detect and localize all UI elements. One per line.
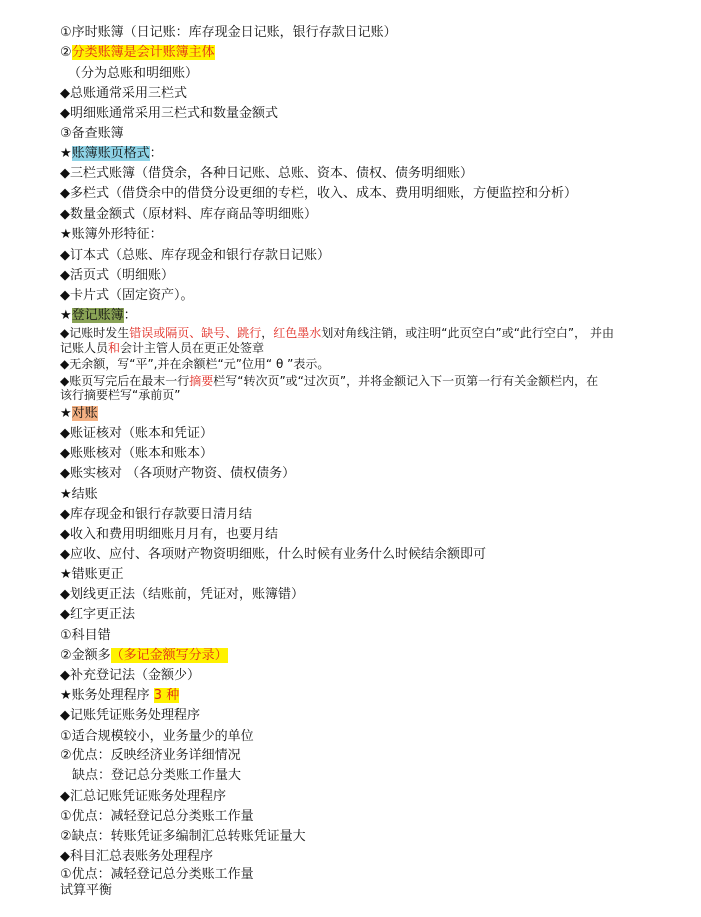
text-line: ◆账实核对 （各项财产物资、债权债务） — [60, 466, 296, 481]
text-line: ◆记账凭证账务处理程序 — [60, 708, 200, 723]
section-heading — [60, 146, 163, 163]
highlighted-text: 账簿账页格式 — [71, 146, 150, 161]
red-text: 错误或隔页、缺号、跳行 — [129, 326, 262, 340]
text-line: ◆数量金额式（原材料、库存商品等明细账） — [60, 207, 317, 222]
text-line: ③备查账簿 — [60, 126, 124, 141]
text-line: ◆三栏式账簿（借贷余，各种日记账、总账、资本、债权、债务明细账） — [60, 166, 473, 181]
text-line: ◆划线更正法（结账前，凭证对，账簿错） — [60, 587, 304, 602]
star-icon: ★ — [60, 308, 72, 323]
text-span: ： — [149, 146, 163, 161]
text-line: 该行摘要栏写“承前页” — [60, 388, 181, 402]
highlighted-text: 3 种 — [153, 688, 180, 703]
text-line: ①优点：减轻登记总分类账工作量 — [60, 867, 254, 882]
text-span: ② — [60, 45, 72, 60]
text-span: ②金额多 — [60, 648, 111, 663]
text-line: ◆订本式（总账、库存现金和银行存款日记账） — [60, 248, 330, 263]
text-line — [60, 326, 614, 341]
highlighted-text: （多记金额写分录） — [110, 648, 228, 663]
text-line — [60, 45, 215, 62]
text-line: ①适合规模较小，业务量少的单位 — [60, 729, 254, 744]
section-heading — [60, 688, 179, 705]
text-span: 划对角线注销，或注明“此页空白”或“此行空白”， 并由 — [321, 326, 614, 340]
text-line: ②缺点：转账凭证多编制汇总转账凭证量大 — [60, 829, 306, 844]
text-line: ◆应收、应付、各项财产物资明细账，什么时候有业务什么时候结余额即可 — [60, 547, 486, 562]
section-heading: ★账簿外形特征： — [60, 227, 163, 242]
text-line: 缺点：登记总分类账工作量大 — [72, 768, 242, 783]
text-line: ◆活页式（明细账） — [60, 268, 174, 283]
text-line: ◆账证核对（账本和凭证） — [60, 426, 213, 441]
red-text: 摘要 — [189, 374, 214, 388]
highlighted-text: 对账 — [71, 406, 98, 421]
text-line: ◆收入和费用明细账月月有，也要月结 — [60, 527, 278, 542]
text-line: 试算平衡 — [60, 883, 113, 898]
section-heading: ★错账更正 — [60, 567, 124, 582]
text-span: ◆记账时发生 — [60, 326, 130, 340]
red-text: 和 — [108, 341, 121, 355]
star-icon: ★ — [60, 146, 72, 161]
text-line: ①科目错 — [60, 628, 111, 643]
text-span: 栏写“转次页”或“过次页”，并将金额记入下一页第一行有关金额栏内，在 — [213, 374, 599, 388]
star-icon: ★ — [60, 406, 72, 421]
section-heading — [60, 406, 98, 423]
red-text: 红色墨水 — [273, 326, 322, 340]
text-line: ①优点：减轻登记总分类账工作量 — [60, 809, 254, 824]
text-span: ： — [123, 308, 137, 323]
highlighted-text: 分类账簿是会计账簿主体 — [71, 45, 215, 60]
highlighted-text: 登记账簿 — [71, 308, 124, 323]
text-span: ◆账页写完后在最末一行 — [60, 374, 190, 388]
text-line: ◆多栏式（借贷余中的借贷分设更细的专栏，收入、成本、费用明细账，方便监控和分析） — [60, 186, 577, 201]
section-heading — [60, 308, 137, 325]
text-line: ◆科目汇总表账务处理程序 — [60, 849, 213, 864]
text-line: ◆账账核对（账本和账本） — [60, 446, 213, 461]
text-line: ◆总账通常采用三栏式 — [60, 86, 187, 101]
text-line: ◆库存现金和银行存款要日清月结 — [60, 507, 252, 522]
text-line: ②优点：反映经济业务详细情况 — [60, 748, 241, 763]
text-line: ①序时账簿（日记账：库存现金日记账，银行存款日记账） — [60, 25, 397, 40]
text-line: ◆卡片式（固定资产）。 — [60, 288, 194, 303]
text-line — [60, 374, 598, 389]
text-line: ◆明细账通常采用三栏式和数量金额式 — [60, 106, 278, 121]
text-span: ， — [261, 326, 274, 340]
text-line: ◆无余额，写“平”,并在余额栏“元”位用“ θ ”表示。 — [60, 357, 330, 371]
text-line: ◆补充登记法（金额少） — [60, 668, 200, 683]
text-line: （分为总账和明细账） — [68, 66, 199, 81]
text-span: ★账务处理程序 — [60, 688, 154, 703]
text-line: ◆红字更正法 — [60, 607, 135, 622]
text-span: 会计主管人员在更正处签章 — [120, 341, 265, 355]
text-line — [60, 648, 228, 665]
text-line: ◆汇总记账凭证账务处理程序 — [60, 789, 226, 804]
section-heading: ★结账 — [60, 487, 98, 502]
text-line — [60, 341, 264, 356]
text-span: 记账人员 — [60, 341, 109, 355]
